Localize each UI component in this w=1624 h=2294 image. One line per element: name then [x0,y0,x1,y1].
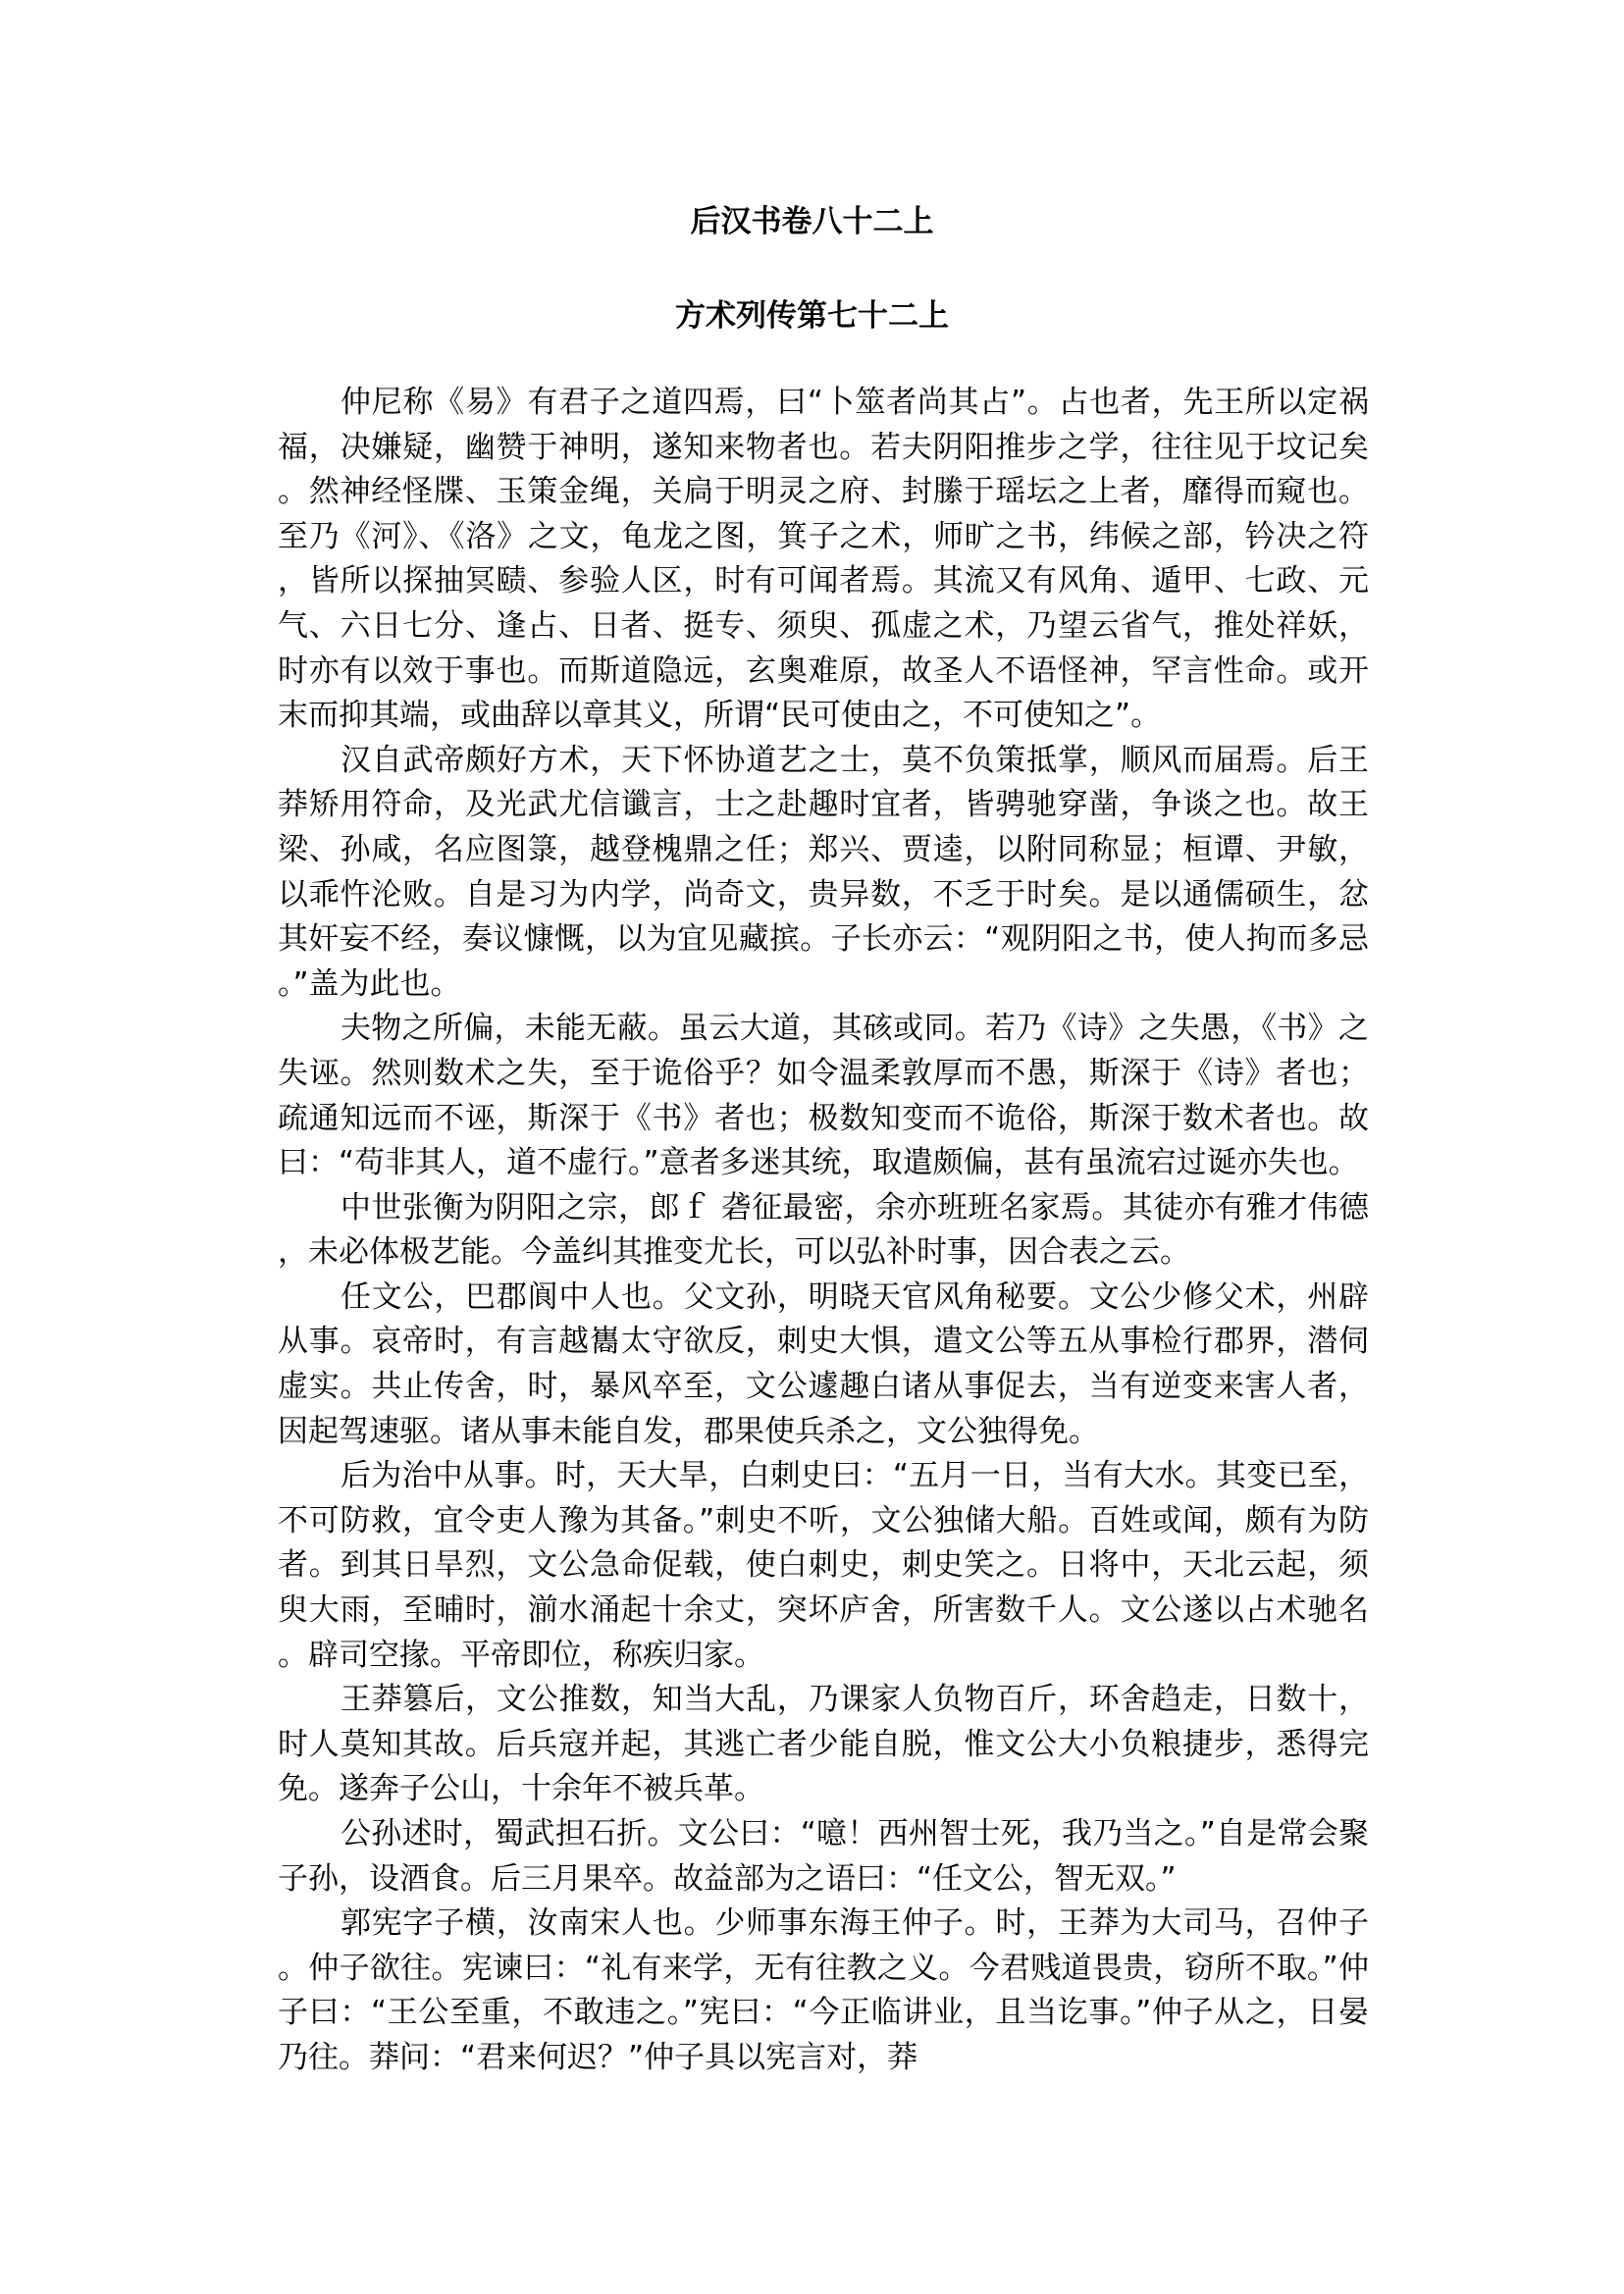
book-title: 后汉书卷八十二上 [690,204,934,239]
paragraph: 郭宪字子横，汝南宋人也。少师事东海王仲子。时，王莽为大司马，召仲子。仲子欲往。宪谏曰：“礼有来学，无有往教之义。今君贱道畏贵，窃所不取。”仲子曰：“王公至重，不敢违之。”宪曰：“今正临讲业，且当讫事。”仲子从之，日晏乃往。莽问：“君来何迟？”仲子具以宪言对，莽 [278,1905,1369,2075]
paragraph: 汉自武帝颇好方术，天下怀协道艺之士，莫不负策抵掌，顺风而届焉。后王莽矫用符命，及光武尤信谶言，士之赴趣时宜者，皆骋驰穿凿，争谈之也。故王梁、孙咸，名应图箓，越登槐鼎之任；郑兴、贾逵，以附同称显；桓谭、尹敏，以乖忤沦败。自是习为内学，尚奇文，贵异数，不乏于时矣。是以通儒硕生，忿其奸妄不经，奏议慷慨，以为宜见藏摈。子长亦云：“观阴阳之书，使人拘而多忌。”盖为此也。 [278,742,1369,1002]
chapter-title: 方术列传第七十二上 [675,298,949,334]
paragraph: 公孙述时，蜀武担石折。文公曰：“噫！西州智士死，我乃当之。”自是常会聚子孙，设酒食。后三月果卒。故益部为之语曰：“任文公，智无双。” [278,1816,1369,1897]
paragraph: 任文公，巴郡阆中人也。父文孙，明晓天官风角秘要。文公少修父术，州辟从事。哀帝时，有言越巂太守欲反，刺史大惧，遣文公等五从事检行郡界，潜伺虚实。共止传舍，时，暴风卒至，文公遽趣白诸从事促去，当有逆变来害人者，因起驾速驱。诸从事未能自发，郡果使兵杀之，文公独得免。 [278,1278,1369,1449]
paragraph: 仲尼称《易》有君子之道四焉，曰“卜筮者尚其占”。占也者，先王所以定祸福，决嫌疑，幽赞于神明，遂知来物者也。若夫阴阳推步之学，往往见于坟记矣。然神经怪牒、玉策金绳，关扃于明灵之府、封縢于瑶坛之上者，靡得而窥也。至乃《河》、《洛》之文，龟龙之图，箕子之术，师旷之书，纬候之部，钤决之符，皆所以探抽冥赜、参验人区，时有可闻者焉。其流又有风角、遁甲、七政、元气、六日七分、逢占、日者、挺专、须臾、孤虚之术，乃望云省气，推处祥妖，时亦有以效于事也。而斯道隐远，玄奥难原，故圣人不语怪神，罕言性命。或开末而抑其端，或曲辞以章其义，所谓“民可使由之，不可使知之”。 [278,385,1369,734]
body-text [278,381,1369,2081]
paragraph: 王莽篡后，文公推数，知当大乱，乃课家人负物百斤，环舍趋走，日数十，时人莫知其故。后兵寇并起，其逃亡者少能自脱，惟文公大小负粮捷步，悉得完免。遂奔子公山，十余年不被兵革。 [278,1682,1369,1807]
paragraph: 中世张衡为阴阳之宗，郎ｆ 砻征最密，余亦班班名家焉。其徒亦有雅才伟德，未必体极艺能。今盖纠其推变尤长，可以弘补时事，因合表之云。 [278,1189,1369,1271]
paragraph: 后为治中从事。时，天大旱，白刺史曰：“五月一日，当有大水。其变已至，不可防救，宜令吏人豫为其备。”刺史不听，文公独储大船。百姓或闻，颇有为防者。到其日旱烈，文公急命促载，使白刺史，刺史笑之。日将中，天北云起，须臾大雨，至晡时，湔水涌起十余丈，突坏庐舍，所害数千人。文公遂以占术驰名。辟司空掾。平帝即位，称疾归家。 [278,1458,1369,1673]
paragraph: 夫物之所偏，未能无蔽。虽云大道，其硋或同。若乃《诗》之失愚，《书》之失诬。然则数术之失，至于诡俗乎？如令温柔敦厚而不愚，斯深于《诗》者也；疏通知远而不诬，斯深于《书》者也；极数知变而不诡俗，斯深于数术者也。故曰：“苟非其人，道不虚行。”意者多迷其统，取遣颇偏，甚有虽流宕过诞亦失也。 [278,1011,1369,1181]
